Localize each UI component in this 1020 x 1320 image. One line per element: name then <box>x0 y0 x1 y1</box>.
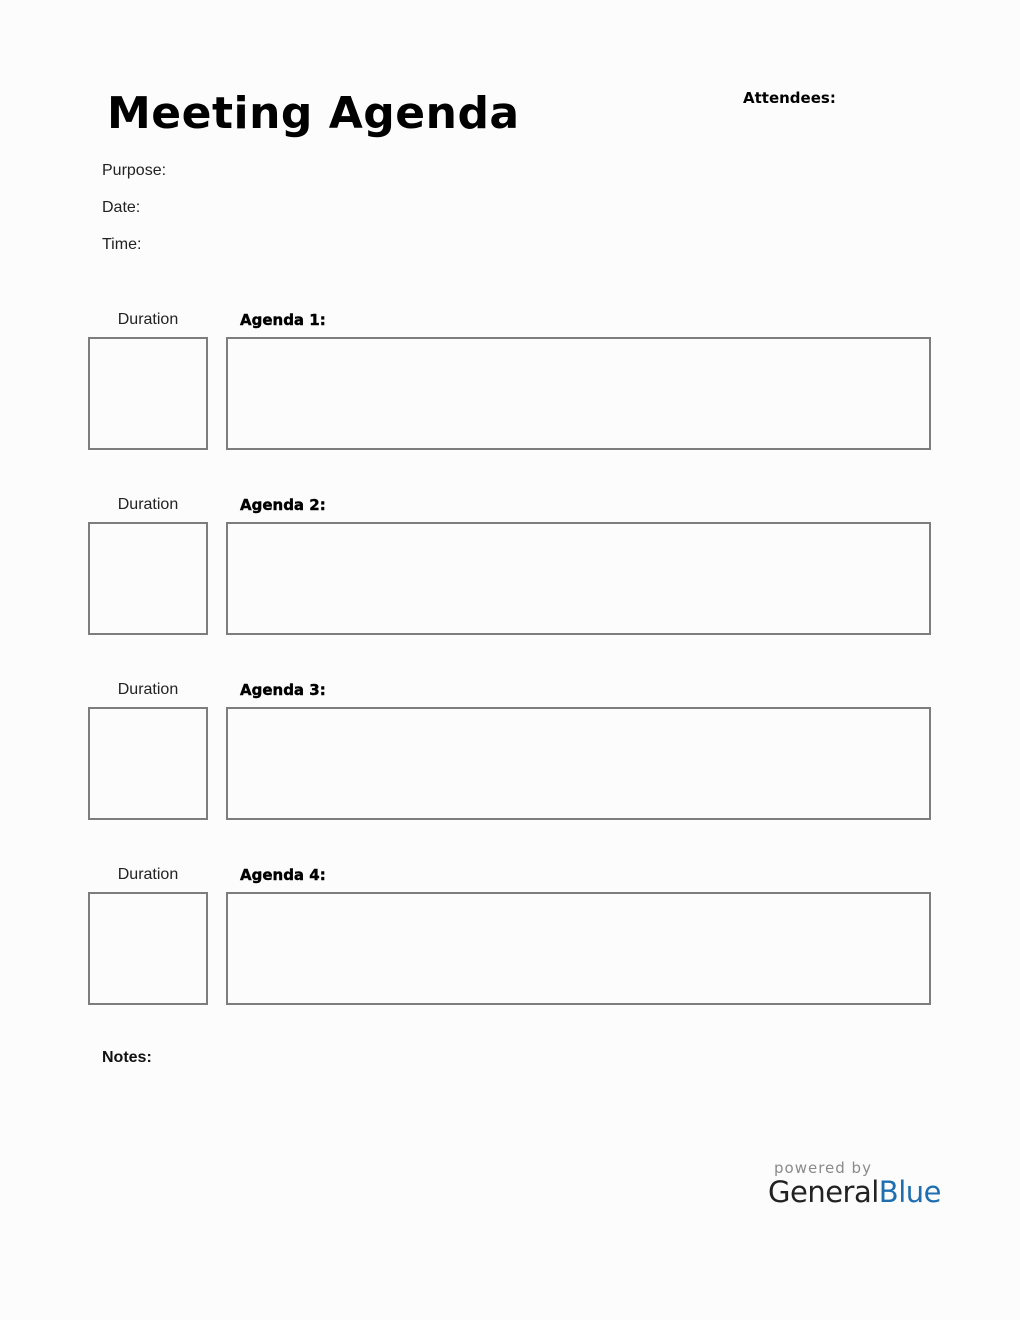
duration-label: Duration <box>117 311 179 328</box>
brand-name-general: General <box>768 1174 879 1209</box>
generalblue-logo <box>768 1159 941 1209</box>
date-label: Date: <box>102 199 141 216</box>
duration-label: Duration <box>117 866 179 883</box>
duration-box[interactable] <box>88 707 208 820</box>
agenda-label: Agenda 1: <box>240 311 326 329</box>
agenda-label: Agenda 4: <box>240 866 326 884</box>
duration-label: Duration <box>117 681 179 698</box>
page-title: Meeting Agenda <box>107 88 520 139</box>
agenda-label: Agenda 3: <box>240 681 326 699</box>
brand-name <box>768 1174 941 1209</box>
agenda-box[interactable] <box>226 892 931 1005</box>
duration-box[interactable] <box>88 522 208 635</box>
purpose-label: Purpose: <box>102 162 167 179</box>
duration-label: Duration <box>117 496 179 513</box>
duration-box[interactable] <box>88 337 208 450</box>
attendees-label: Attendees: <box>743 89 836 107</box>
agenda-label: Agenda 2: <box>240 496 326 514</box>
duration-box[interactable] <box>88 892 208 1005</box>
time-label: Time: <box>102 236 142 253</box>
agenda-box[interactable] <box>226 337 931 450</box>
agenda-box[interactable] <box>226 707 931 820</box>
notes-label: Notes: <box>102 1049 152 1066</box>
brand-name-blue: Blue <box>878 1174 941 1209</box>
powered-by-text: powered by <box>774 1159 872 1177</box>
agenda-box[interactable] <box>226 522 931 635</box>
